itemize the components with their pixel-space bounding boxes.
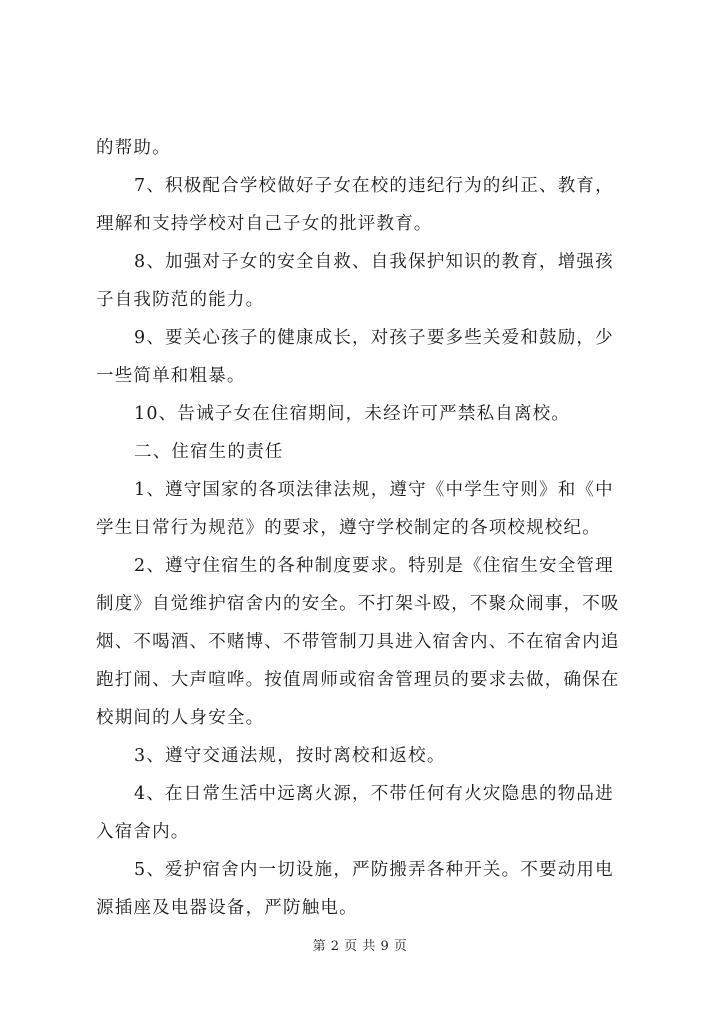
text-line: 理解和支持学校对自己子女的批评教育。 — [96, 214, 433, 234]
text-line: 入宿舍内。 — [96, 822, 190, 842]
text-line: 7、积极配合学校做好子女在校的违纪行为的纠正、教育， — [134, 176, 614, 196]
text-line: 源插座及电器设备，严防触电。 — [96, 898, 358, 918]
text-line: 烟、不喝酒、不赌博、不带管制刀具进入宿舍内、不在宿舍内追 — [96, 632, 620, 652]
text-line: 5、爱护宿舍内一切设施，严防搬弄各种开关。不要动用电 — [134, 860, 614, 880]
text-line: 2、遵守住宿生的各种制度要求。特别是《住宿生安全管理 — [134, 556, 614, 576]
text-line: 一些简单和粗暴。 — [96, 366, 246, 386]
text-line: 子自我防范的能力。 — [96, 290, 265, 310]
text-line: 10、告诫子女在住宿期间，未经许可严禁私自离校。 — [134, 404, 571, 424]
text-line: 3、遵守交通法规，按时离校和返校。 — [134, 746, 446, 766]
text-line: 跑打闹、大声喧哗。按值周师或宿舍管理员的要求去做，确保在 — [96, 670, 620, 690]
text-line: 1、遵守国家的各项法律法规，遵守《中学生守则》和《中 — [134, 480, 614, 500]
text-line: 制度》自觉维护宿舍内的安全。不打架斗殴，不聚众闹事，不吸 — [96, 594, 620, 614]
text-line: 的帮助。 — [96, 138, 171, 158]
text-line: 学生日常行为规范》的要求，遵守学校制定的各项校规校纪。 — [96, 518, 601, 538]
section-heading: 二、住宿生的责任 — [134, 442, 284, 462]
page-number-footer: 第 2 页 共 9 页 — [312, 939, 408, 954]
text-line: 4、在日常生活中远离火源，不带任何有火灾隐患的物品进 — [134, 784, 614, 804]
text-line: 8、加强对子女的安全自救、自我保护知识的教育，增强孩 — [134, 252, 614, 272]
text-line: 9、要关心孩子的健康成长，对孩子要多些关爱和鼓励，少 — [134, 328, 614, 348]
text-line: 校期间的人身安全。 — [96, 708, 265, 728]
